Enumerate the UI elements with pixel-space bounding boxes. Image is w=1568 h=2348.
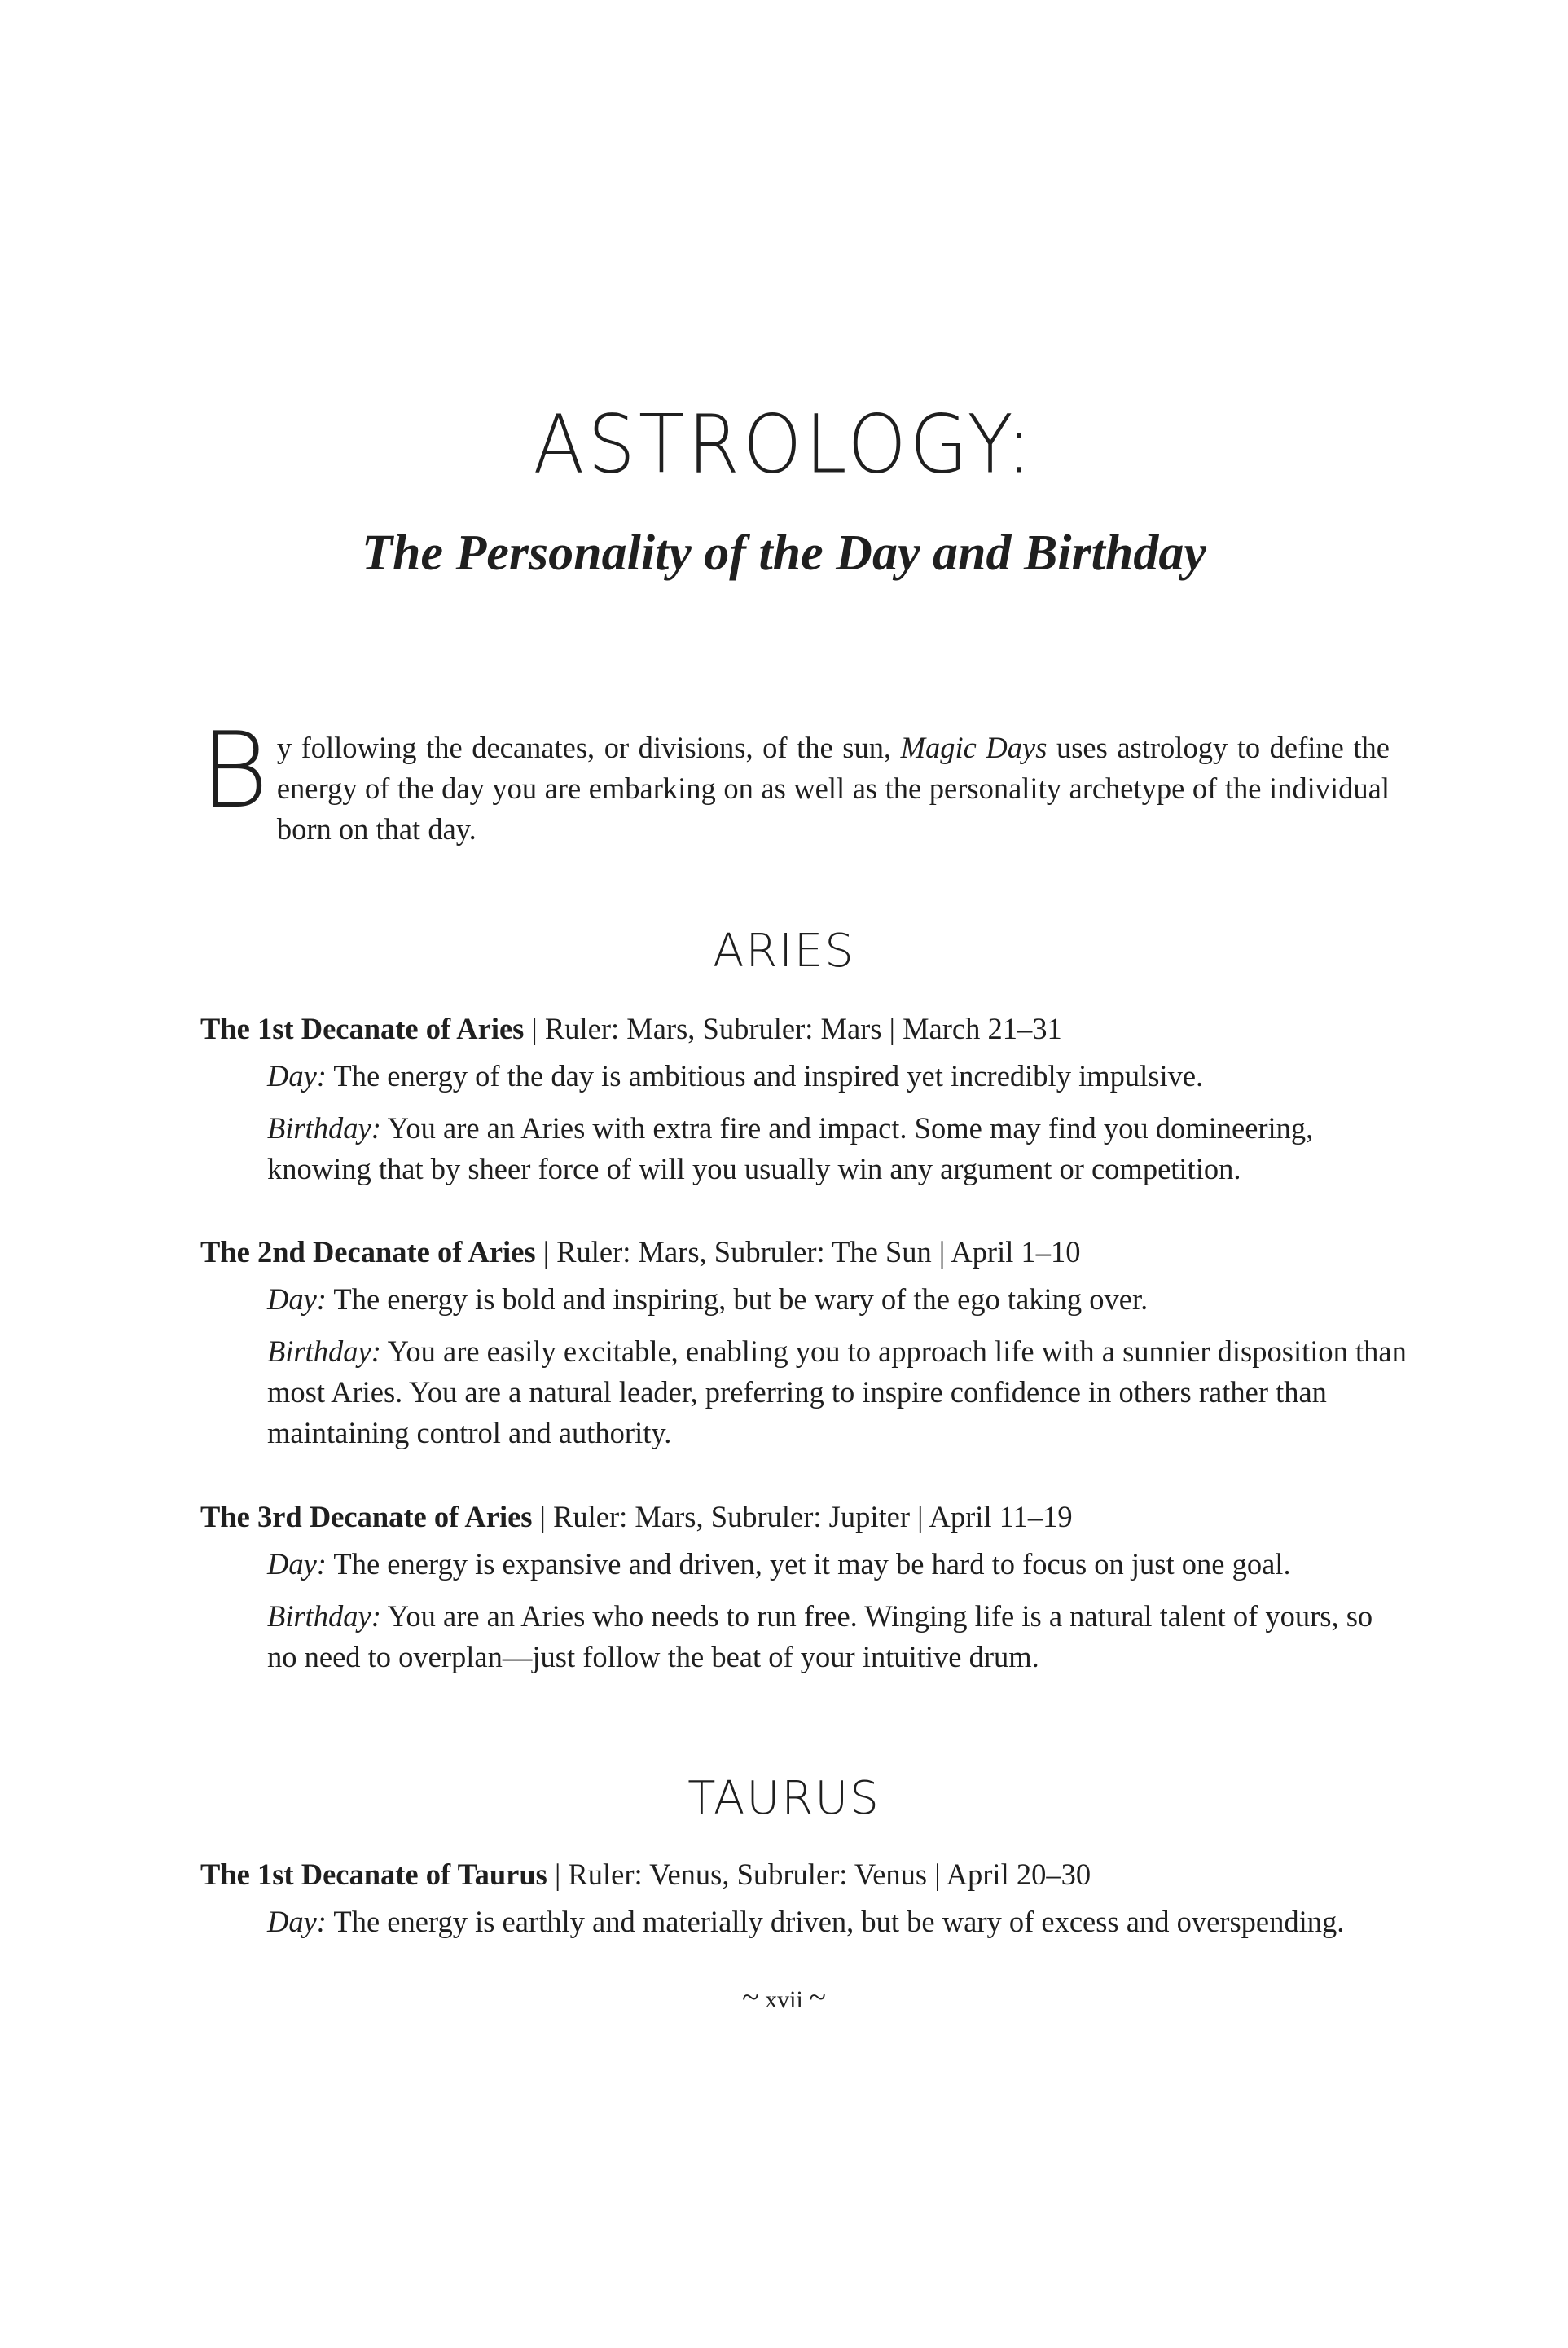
decanate-taurus-1 — [200, 1854, 1406, 1942]
ornament-right: ~ — [809, 1981, 826, 2015]
page-title: ASTROLOGY: — [533, 397, 1035, 492]
day-text: The energy is earthly and materially driven, but be wary of excess and overspending. — [326, 1905, 1345, 1938]
ornament-left: ~ — [742, 1981, 759, 2015]
birthday-label: Birthday: — [267, 1334, 381, 1368]
birthday-entry — [267, 1596, 1408, 1677]
day-entry — [267, 1902, 1408, 1942]
day-label: Day: — [267, 1547, 327, 1581]
decanate-header — [200, 1854, 1406, 1895]
section-heading-taurus: TAURUS — [687, 1772, 881, 1825]
day-entry — [267, 1279, 1408, 1320]
birthday-text: You are an Aries who needs to run free. Winging life is a natural talent of yours, so no need to overplan—just follow the beat of your intuitive drum. — [267, 1599, 1373, 1673]
decanate-aries-1 — [200, 1009, 1406, 1189]
decanate-title: The 1st Decanate of Taurus — [200, 1858, 547, 1891]
intro-paragraph — [200, 710, 1390, 850]
birthday-text: You are easily excitable, enabling you to approach life with a sunnier disposition than most Aries. You are a natural leader, preferring to inspire confidence in others rather than maintaining control and authority. — [267, 1334, 1407, 1449]
drop-cap: B — [200, 710, 269, 832]
day-text: The energy is expansive and driven, yet it may be hard to focus on just one goal. — [326, 1547, 1291, 1581]
page-subtitle: The Personality of the Day and Birthday — [362, 525, 1206, 581]
section-heading-aries: ARIES — [713, 925, 855, 978]
decanate-details: | Ruler: Venus, Subruler: Venus | April 20–30 — [547, 1858, 1091, 1891]
decanate-details: | Ruler: Mars, Subruler: Jupiter | April 11–19 — [532, 1500, 1073, 1533]
intro-book-title: Magic Days — [900, 731, 1048, 764]
day-text: The energy of the day is ambitious and inspired yet incredibly impulsive. — [326, 1059, 1204, 1093]
intro-text-before: y following the decanates, or divisions, of the sun, — [276, 731, 901, 764]
decanate-aries-3 — [200, 1497, 1406, 1677]
birthday-text: You are an Aries with extra fire and impact. Some may find you domineering, knowing that by sheer force of will you usually win any argument or competition. — [267, 1111, 1314, 1185]
birthday-entry — [267, 1331, 1408, 1453]
decanate-header — [200, 1497, 1406, 1537]
decanate-title: The 1st Decanate of Aries — [200, 1012, 525, 1045]
day-entry — [267, 1544, 1408, 1585]
intro-text-after: uses astrology to define the energy of the day you are embarking on as well as the personality archetype of the individual born on that day. — [276, 731, 1390, 846]
decanate-title: The 2nd Decanate of Aries — [200, 1235, 536, 1269]
day-label: Day: — [267, 1905, 327, 1938]
birthday-label: Birthday: — [267, 1111, 381, 1145]
decanate-details: | Ruler: Mars, Subruler: The Sun | April 1–10 — [535, 1235, 1081, 1269]
page-number — [0, 1980, 1568, 2016]
decanate-header — [200, 1009, 1406, 1049]
decanate-aries-2 — [200, 1232, 1406, 1453]
decanate-header — [200, 1232, 1406, 1273]
birthday-entry — [267, 1108, 1408, 1189]
day-text: The energy is bold and inspiring, but be wary of the ego taking over. — [326, 1282, 1149, 1316]
day-entry — [267, 1056, 1408, 1097]
decanate-title: The 3rd Decanate of Aries — [200, 1500, 533, 1533]
decanate-details: | Ruler: Mars, Subruler: Mars | March 21–31 — [524, 1012, 1062, 1045]
day-label: Day: — [267, 1282, 327, 1316]
birthday-label: Birthday: — [267, 1599, 381, 1633]
day-label: Day: — [267, 1059, 327, 1093]
page-number-value: xvii — [765, 1986, 803, 2013]
